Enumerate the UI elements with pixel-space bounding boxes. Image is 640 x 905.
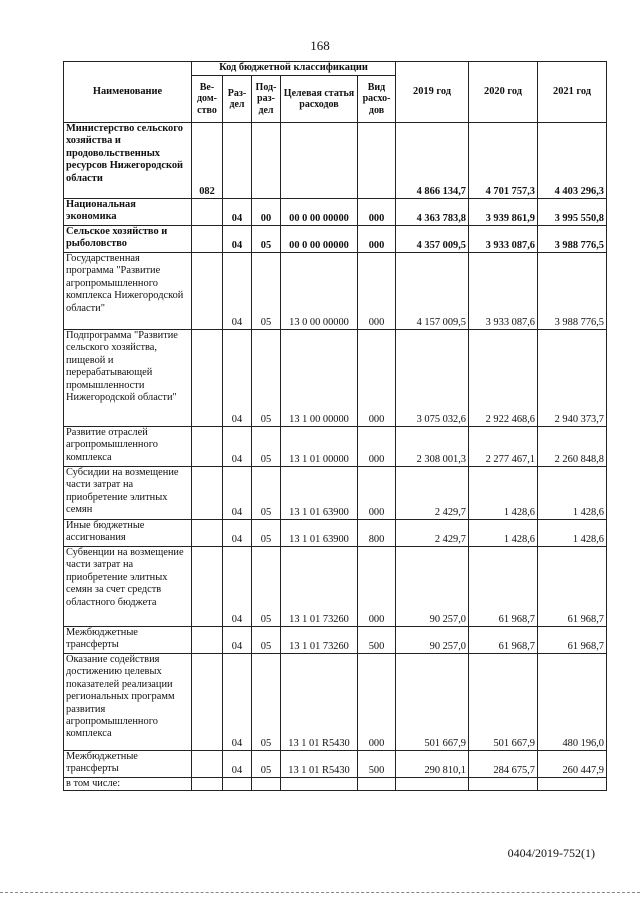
- row-subsection: 05: [252, 330, 281, 427]
- row-subsection: 05: [252, 226, 281, 253]
- row-2021: 3 988 776,5: [538, 253, 607, 330]
- table-row: [64, 253, 607, 330]
- row-type: 000: [358, 330, 396, 427]
- table-row: [64, 199, 607, 226]
- header-section: Раз-дел: [223, 76, 252, 123]
- row-2021: 2 260 848,8: [538, 427, 607, 467]
- row-target: 13 1 01 73260: [281, 547, 358, 627]
- header-2021: 2021 год: [538, 62, 607, 123]
- row-type: 000: [358, 427, 396, 467]
- row-name: Субсидии на возмещение части затрат на приобретение элитных семян: [64, 467, 192, 520]
- row-2020: 501 667,9: [469, 654, 538, 751]
- row-2019: 4 866 134,7: [396, 123, 469, 199]
- row-2020: [469, 778, 538, 791]
- document-code: 0404/2019-752(1): [507, 846, 595, 860]
- header-subsection: Под-раз-дел: [252, 76, 281, 123]
- row-2019: 90 257,0: [396, 547, 469, 627]
- row-section: 04: [223, 199, 252, 226]
- row-2019: 4 357 009,5: [396, 226, 469, 253]
- row-type: 800: [358, 520, 396, 547]
- row-section: 04: [223, 467, 252, 520]
- row-dept: [192, 330, 223, 427]
- row-2020: 2 277 467,1: [469, 427, 538, 467]
- row-subsection: 00: [252, 199, 281, 226]
- row-2020: 61 968,7: [469, 627, 538, 654]
- row-type: 500: [358, 627, 396, 654]
- row-2019: 2 308 001,3: [396, 427, 469, 467]
- header-name: Наименование: [64, 62, 192, 123]
- row-name: Оказание содействия достижению целевых показателей реализации региональных программ развития агропромышленного комплекса: [64, 654, 192, 751]
- row-2019: 90 257,0: [396, 627, 469, 654]
- row-subsection: 05: [252, 751, 281, 778]
- row-type: [358, 778, 396, 791]
- row-name: Подпрограмма "Развитие сельского хозяйства, пищевой и перерабатывающей промышленности Нижегородской области": [64, 330, 192, 427]
- budget-table: [63, 61, 607, 791]
- row-section: [223, 123, 252, 199]
- row-name: Государственная программа "Развитие агропромышленного комплекса Нижегородской области": [64, 253, 192, 330]
- row-section: 04: [223, 520, 252, 547]
- row-2020: 2 922 468,6: [469, 330, 538, 427]
- row-2019: 4 363 783,8: [396, 199, 469, 226]
- row-type: 000: [358, 547, 396, 627]
- header-code-group: Код бюджетной классификации: [192, 62, 396, 76]
- row-subsection: 05: [252, 520, 281, 547]
- row-type: [358, 123, 396, 199]
- row-name: Министерство сельского хозяйства и продовольственных ресурсов Нижегородской области: [64, 123, 192, 199]
- row-2021: 3 995 550,8: [538, 199, 607, 226]
- row-dept: [192, 654, 223, 751]
- row-dept: [192, 226, 223, 253]
- table-row: [64, 778, 607, 791]
- row-subsection: 05: [252, 547, 281, 627]
- row-type: 000: [358, 654, 396, 751]
- row-target: 00 0 00 00000: [281, 226, 358, 253]
- row-dept: [192, 253, 223, 330]
- row-target: 13 1 01 R5430: [281, 751, 358, 778]
- table-row: [64, 520, 607, 547]
- table-row: [64, 654, 607, 751]
- row-name: в том числе:: [64, 778, 192, 791]
- row-2021: 3 988 776,5: [538, 226, 607, 253]
- row-type: 500: [358, 751, 396, 778]
- table-row: [64, 547, 607, 627]
- row-2019: 290 810,1: [396, 751, 469, 778]
- row-section: 04: [223, 627, 252, 654]
- row-section: [223, 778, 252, 791]
- row-2019: 501 667,9: [396, 654, 469, 751]
- row-target: 13 1 01 73260: [281, 627, 358, 654]
- header-row-top: [64, 62, 607, 76]
- row-subsection: 05: [252, 654, 281, 751]
- row-2019: 2 429,7: [396, 467, 469, 520]
- row-target: 13 1 01 63900: [281, 467, 358, 520]
- row-2021: 61 968,7: [538, 547, 607, 627]
- row-2021: 1 428,6: [538, 467, 607, 520]
- row-section: 04: [223, 253, 252, 330]
- row-2020: 3 939 861,9: [469, 199, 538, 226]
- row-target: [281, 123, 358, 199]
- row-dept: [192, 520, 223, 547]
- header-2019: 2019 год: [396, 62, 469, 123]
- row-target: 13 0 00 00000: [281, 253, 358, 330]
- row-dept: [192, 778, 223, 791]
- row-2021: 1 428,6: [538, 520, 607, 547]
- row-2019: [396, 778, 469, 791]
- row-target: 13 1 01 00000: [281, 427, 358, 467]
- row-type: 000: [358, 253, 396, 330]
- row-section: 04: [223, 654, 252, 751]
- row-name: Сельское хозяйство и рыболовство: [64, 226, 192, 253]
- row-target: 13 1 01 63900: [281, 520, 358, 547]
- row-2020: 284 675,7: [469, 751, 538, 778]
- row-2021: 2 940 373,7: [538, 330, 607, 427]
- row-name: Субвенции на возмещение части затрат на приобретение элитных семян за счет средств областного бюджета: [64, 547, 192, 627]
- table-row: [64, 330, 607, 427]
- row-subsection: 05: [252, 467, 281, 520]
- row-2020: 1 428,6: [469, 467, 538, 520]
- row-dept: 082: [192, 123, 223, 199]
- row-name: Межбюджетные трансферты: [64, 627, 192, 654]
- row-target: 13 1 00 00000: [281, 330, 358, 427]
- row-target: 00 0 00 00000: [281, 199, 358, 226]
- header-2020: 2020 год: [469, 62, 538, 123]
- row-target: 13 1 01 R5430: [281, 654, 358, 751]
- row-type: 000: [358, 467, 396, 520]
- row-dept: [192, 427, 223, 467]
- table-row: [64, 123, 607, 199]
- row-2019: 3 075 032,6: [396, 330, 469, 427]
- table-row: [64, 427, 607, 467]
- row-dept: [192, 547, 223, 627]
- header-type: Вид расхо-дов: [358, 76, 396, 123]
- row-dept: [192, 751, 223, 778]
- row-2019: 2 429,7: [396, 520, 469, 547]
- row-2021: 260 447,9: [538, 751, 607, 778]
- row-2021: 480 196,0: [538, 654, 607, 751]
- row-dept: [192, 627, 223, 654]
- row-section: 04: [223, 751, 252, 778]
- row-2020: 1 428,6: [469, 520, 538, 547]
- row-type: 000: [358, 226, 396, 253]
- row-subsection: 05: [252, 627, 281, 654]
- row-subsection: 05: [252, 427, 281, 467]
- row-name: Национальная экономика: [64, 199, 192, 226]
- table-row: [64, 226, 607, 253]
- header-dept: Ве-дом-ство: [192, 76, 223, 123]
- row-2020: 3 933 087,6: [469, 226, 538, 253]
- row-name: Иные бюджетные ассигнования: [64, 520, 192, 547]
- row-dept: [192, 467, 223, 520]
- header-target: Целевая статья расходов: [281, 76, 358, 123]
- table-row: [64, 751, 607, 778]
- row-section: 04: [223, 226, 252, 253]
- row-section: 04: [223, 427, 252, 467]
- row-name: Межбюджетные трансферты: [64, 751, 192, 778]
- table-row: [64, 467, 607, 520]
- row-subsection: [252, 123, 281, 199]
- row-target: [281, 778, 358, 791]
- row-subsection: [252, 778, 281, 791]
- table-row: [64, 627, 607, 654]
- row-2021: [538, 778, 607, 791]
- row-name: Развитие отраслей агропромышленного комплекса: [64, 427, 192, 467]
- row-subsection: 05: [252, 253, 281, 330]
- row-section: 04: [223, 547, 252, 627]
- row-2021: 61 968,7: [538, 627, 607, 654]
- row-dept: [192, 199, 223, 226]
- row-2020: 4 701 757,3: [469, 123, 538, 199]
- row-section: 04: [223, 330, 252, 427]
- row-2020: 3 933 087,6: [469, 253, 538, 330]
- row-2020: 61 968,7: [469, 547, 538, 627]
- row-2019: 4 157 009,5: [396, 253, 469, 330]
- bottom-divider: [0, 892, 640, 893]
- row-type: 000: [358, 199, 396, 226]
- row-2021: 4 403 296,3: [538, 123, 607, 199]
- page-number: 168: [310, 38, 330, 53]
